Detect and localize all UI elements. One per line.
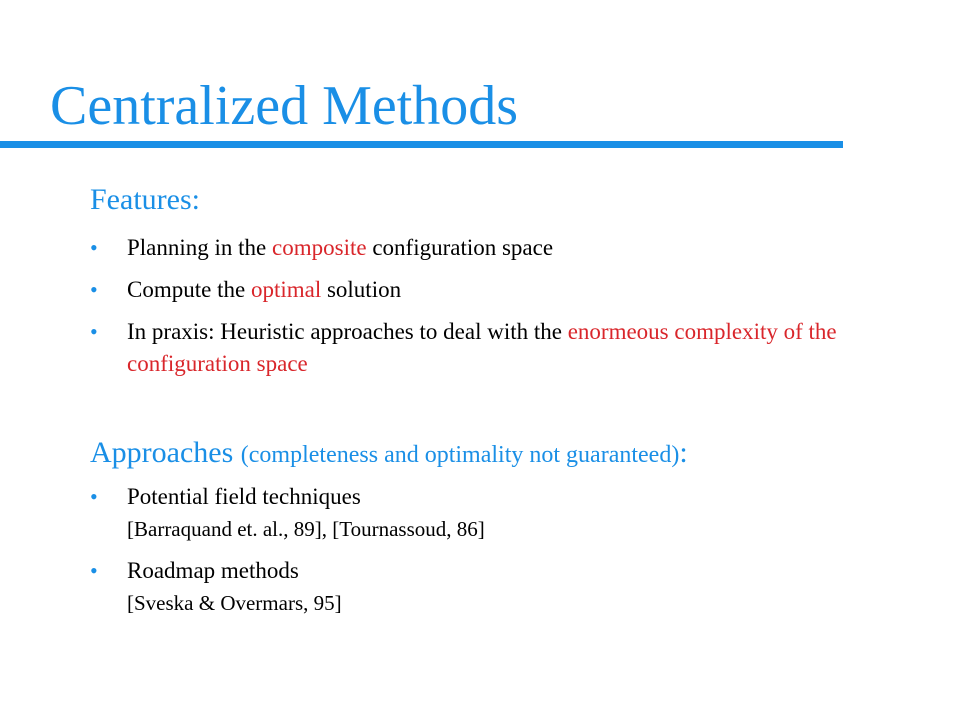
bullet-dot-icon: • bbox=[90, 484, 98, 509]
approach-item bbox=[90, 555, 890, 619]
approach-label: Potential field techniques bbox=[127, 484, 361, 509]
feature-highlight: optimal bbox=[250, 277, 322, 302]
feature-text: solution bbox=[321, 277, 402, 302]
feature-item bbox=[90, 232, 890, 264]
slide-title: Centralized Methods bbox=[50, 75, 519, 137]
approaches-colon: : bbox=[679, 436, 688, 469]
approach-label: Roadmap methods bbox=[127, 558, 299, 583]
feature-text: In praxis: Heuristic approaches to deal with the bbox=[127, 319, 568, 344]
feature-text: configuration space bbox=[366, 235, 554, 260]
feature-item bbox=[90, 316, 890, 380]
feature-highlight: composite bbox=[272, 235, 367, 260]
approaches-note: (completeness and optimality not guaranteed) bbox=[240, 442, 680, 468]
approaches-heading bbox=[90, 434, 688, 474]
approaches-title: Approaches bbox=[90, 436, 234, 469]
title-underline bbox=[0, 141, 843, 148]
feature-item bbox=[90, 274, 890, 306]
bullet-dot-icon: • bbox=[90, 319, 98, 344]
bullet-dot-icon: • bbox=[90, 558, 98, 583]
features-heading: Features: bbox=[90, 183, 200, 216]
feature-highlight: enormeous complexity of the configuration space bbox=[127, 319, 837, 376]
feature-text: Compute the bbox=[127, 277, 251, 302]
feature-text: Planning in the bbox=[127, 235, 273, 260]
bullet-dot-icon: • bbox=[90, 277, 98, 302]
approach-reference: [Barraquand et. al., 89], [Tournassoud, 86] bbox=[127, 517, 485, 541]
approach-item bbox=[90, 481, 890, 545]
bullet-dot-icon: • bbox=[90, 235, 98, 260]
approach-reference: [Sveska & Overmars, 95] bbox=[127, 591, 342, 615]
